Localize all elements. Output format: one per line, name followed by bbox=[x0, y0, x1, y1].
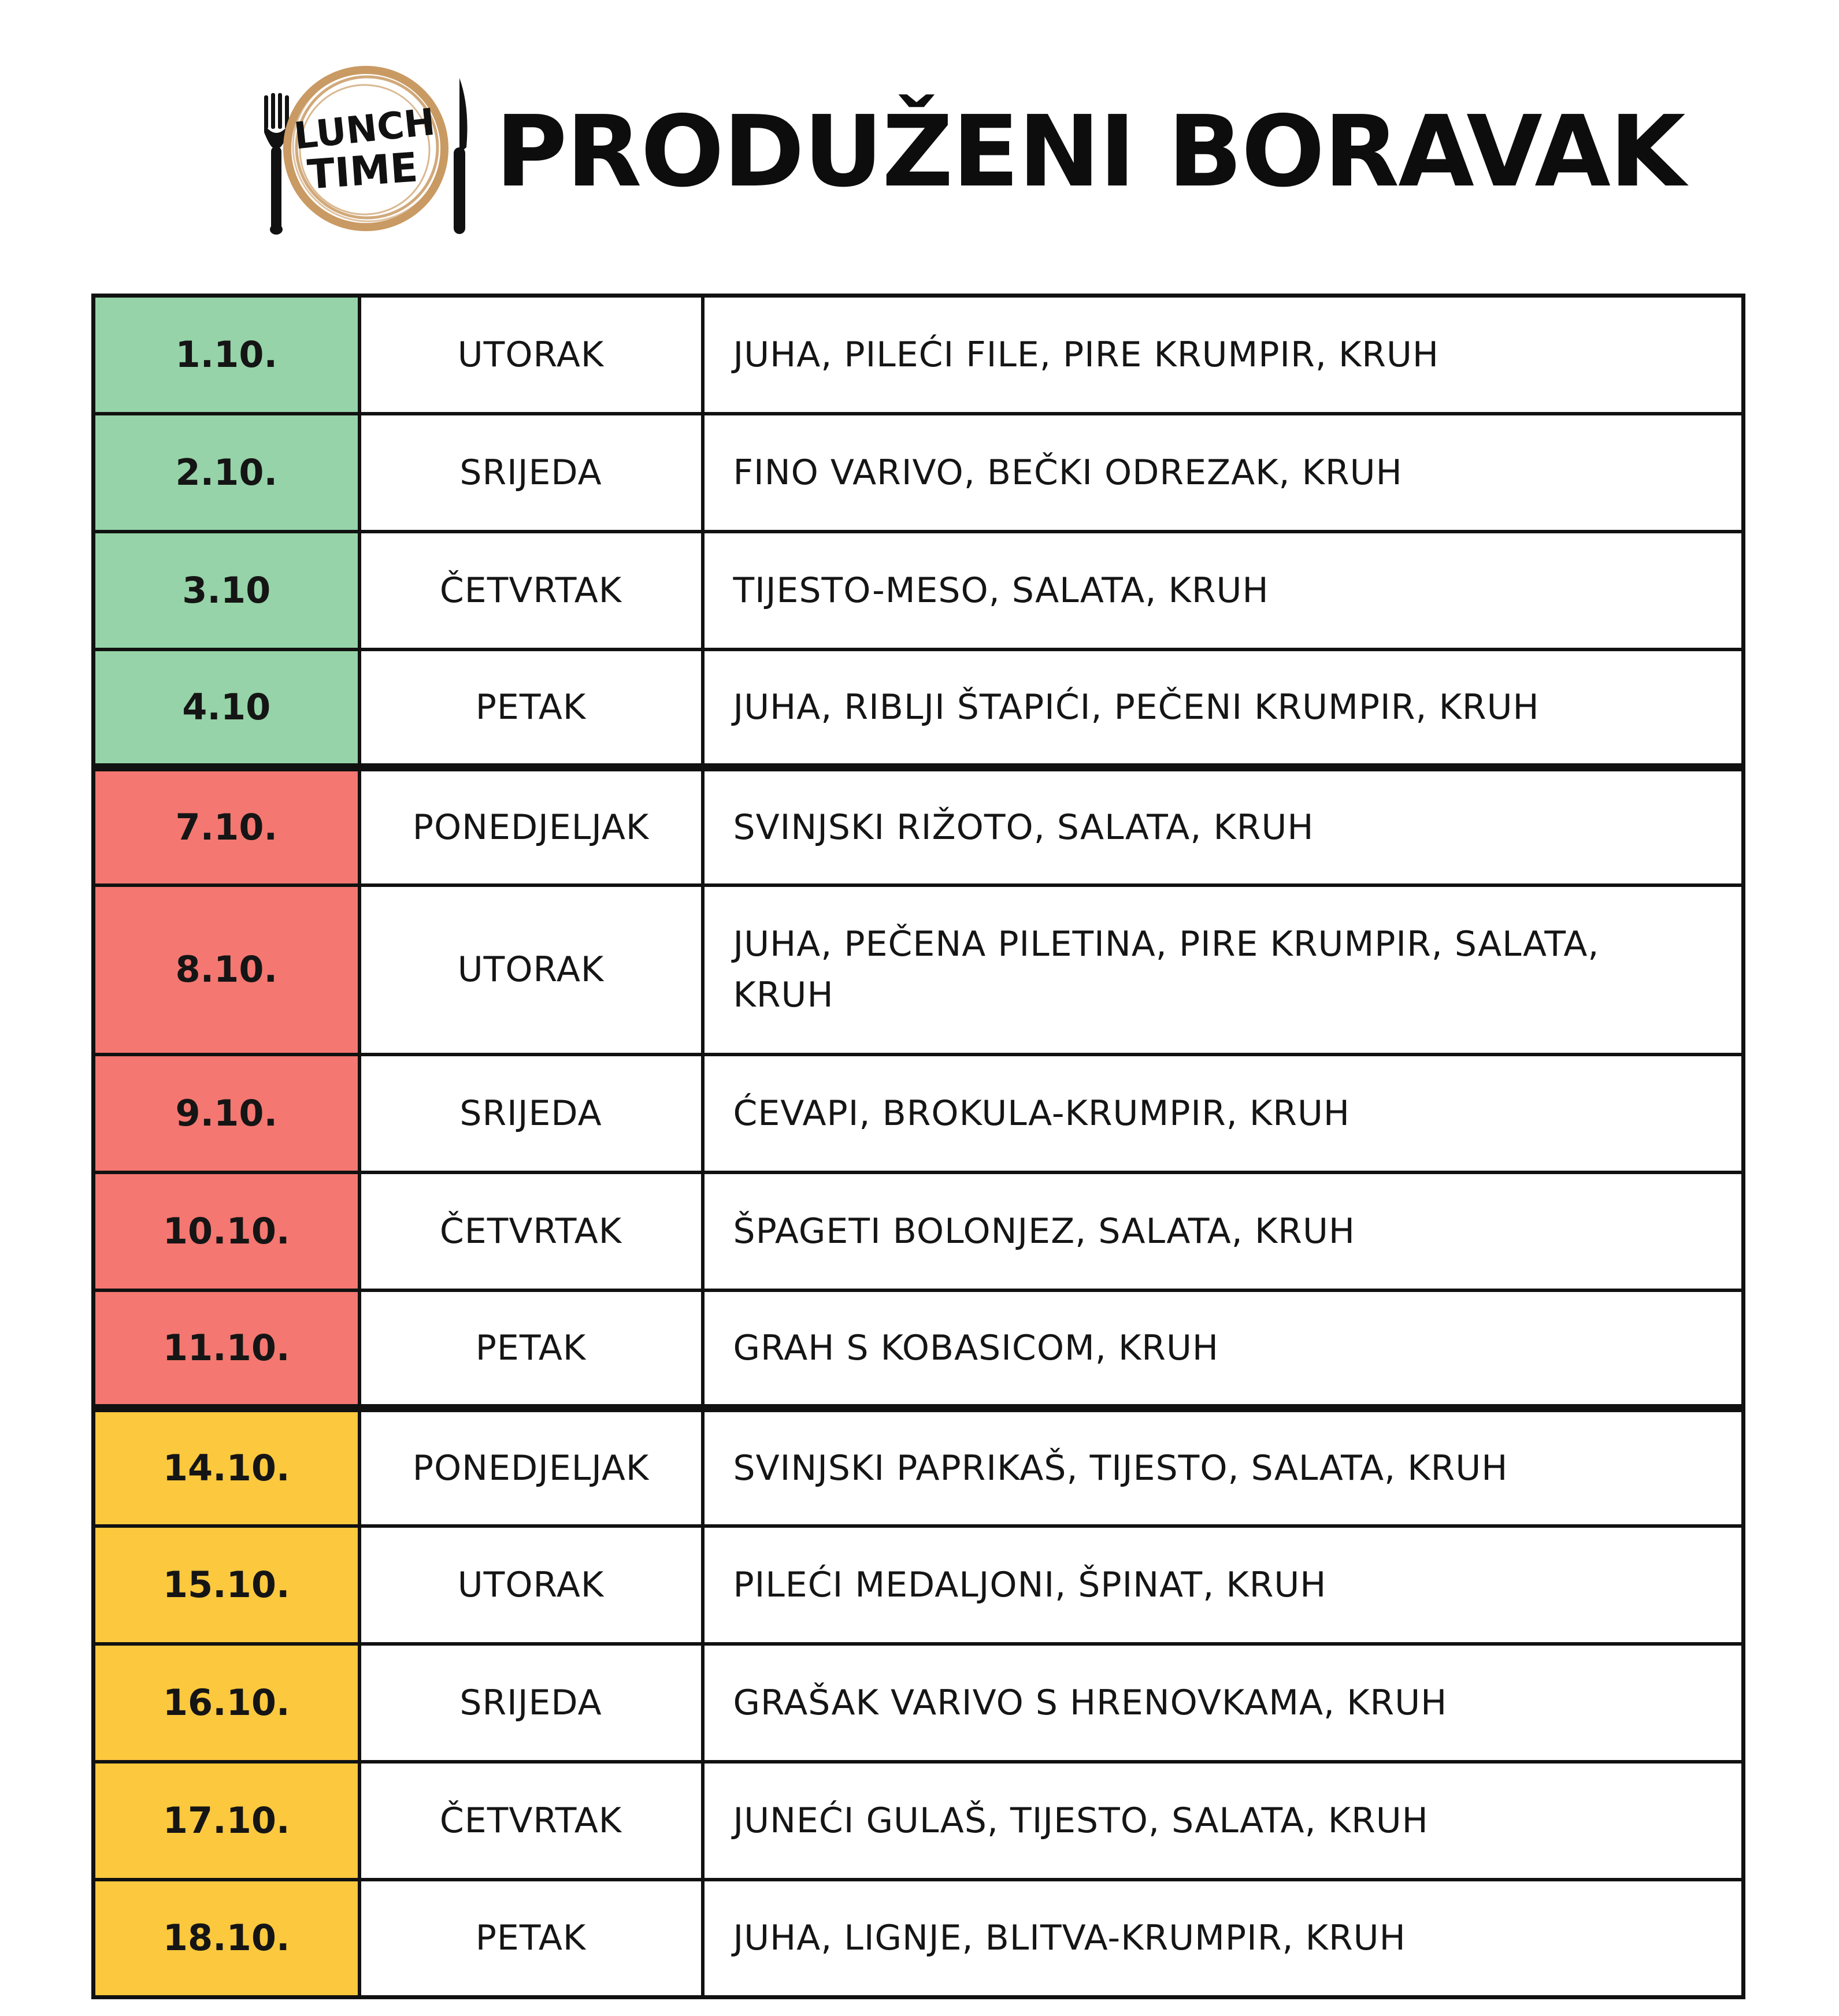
day-cell: UTORAK bbox=[359, 885, 703, 1055]
date-cell: 18.10. bbox=[94, 1880, 359, 1998]
meal-cell: ŠPAGETI BOLONJEZ, SALATA, KRUH bbox=[703, 1172, 1744, 1290]
knife-icon bbox=[454, 78, 468, 234]
meal-cell: GRAŠAK VARIVO S HRENOVKAMA, KRUH bbox=[703, 1644, 1744, 1762]
day-cell: UTORAK bbox=[359, 296, 703, 414]
date-cell: 7.10. bbox=[94, 767, 359, 885]
table-row bbox=[94, 414, 1744, 532]
day-cell: PETAK bbox=[359, 1290, 703, 1408]
table-row bbox=[94, 767, 1744, 885]
meal-cell: JUHA, PEČENA PILETINA, PIRE KRUMPIR, SALATA, KRUH bbox=[703, 885, 1744, 1055]
meal-cell: PILEĆI MEDALJONI, ŠPINAT, KRUH bbox=[703, 1526, 1744, 1644]
day-cell: SRIJEDA bbox=[359, 414, 703, 532]
day-cell: ČETVRTAK bbox=[359, 1172, 703, 1290]
date-cell: 14.10. bbox=[94, 1408, 359, 1526]
meal-cell: SVINJSKI PAPRIKAŠ, TIJESTO, SALATA, KRUH bbox=[703, 1408, 1744, 1526]
date-cell: 2.10. bbox=[94, 414, 359, 532]
table-row bbox=[94, 1408, 1744, 1526]
table-row bbox=[94, 296, 1744, 414]
meal-cell: TIJESTO-MESO, SALATA, KRUH bbox=[703, 532, 1744, 649]
logo-text-time: TIME bbox=[306, 143, 420, 199]
table-row bbox=[94, 1290, 1744, 1408]
day-cell: PONEDJELJAK bbox=[359, 1408, 703, 1526]
page-title: PRODUŽENI BORAVAK bbox=[495, 95, 1685, 209]
lunch-menu-table bbox=[91, 294, 1745, 1999]
day-cell: PETAK bbox=[359, 1880, 703, 1998]
table-row bbox=[94, 1880, 1744, 1998]
date-cell: 3.10 bbox=[94, 532, 359, 649]
date-cell: 1.10. bbox=[94, 296, 359, 414]
date-cell: 9.10. bbox=[94, 1055, 359, 1172]
table-row bbox=[94, 1762, 1744, 1880]
table-row bbox=[94, 1172, 1744, 1290]
meal-cell: SVINJSKI RIŽOTO, SALATA, KRUH bbox=[703, 767, 1744, 885]
logo-text-lunch: LUNCH bbox=[292, 101, 437, 158]
table-row bbox=[94, 649, 1744, 767]
lunch-time-logo bbox=[263, 61, 471, 237]
day-cell: PETAK bbox=[359, 649, 703, 767]
table-row bbox=[94, 1644, 1744, 1762]
table-row bbox=[94, 1055, 1744, 1172]
meal-cell: FINO VARIVO, BEČKI ODREZAK, KRUH bbox=[703, 414, 1744, 532]
day-cell: SRIJEDA bbox=[359, 1644, 703, 1762]
page-header bbox=[0, 0, 1839, 272]
date-cell: 16.10. bbox=[94, 1644, 359, 1762]
meal-cell: GRAH S KOBASICOM, KRUH bbox=[703, 1290, 1744, 1408]
meal-cell: JUHA, PILEĆI FILE, PIRE KRUMPIR, KRUH bbox=[703, 296, 1744, 414]
meal-cell: JUNEĆI GULAŠ, TIJESTO, SALATA, KRUH bbox=[703, 1762, 1744, 1880]
meal-cell: ĆEVAPI, BROKULA-KRUMPIR, KRUH bbox=[703, 1055, 1744, 1172]
table-row bbox=[94, 1526, 1744, 1644]
date-cell: 4.10 bbox=[94, 649, 359, 767]
date-cell: 17.10. bbox=[94, 1762, 359, 1880]
date-cell: 8.10. bbox=[94, 885, 359, 1055]
meal-cell: JUHA, LIGNJE, BLITVA-KRUMPIR, KRUH bbox=[703, 1880, 1744, 1998]
day-cell: ČETVRTAK bbox=[359, 532, 703, 649]
meal-cell: JUHA, RIBLJI ŠTAPIĆI, PEČENI KRUMPIR, KRUH bbox=[703, 649, 1744, 767]
date-cell: 10.10. bbox=[94, 1172, 359, 1290]
day-cell: UTORAK bbox=[359, 1526, 703, 1644]
date-cell: 15.10. bbox=[94, 1526, 359, 1644]
day-cell: PONEDJELJAK bbox=[359, 767, 703, 885]
table-row bbox=[94, 885, 1744, 1055]
day-cell: ČETVRTAK bbox=[359, 1762, 703, 1880]
day-cell: SRIJEDA bbox=[359, 1055, 703, 1172]
table-row bbox=[94, 532, 1744, 649]
date-cell: 11.10. bbox=[94, 1290, 359, 1408]
